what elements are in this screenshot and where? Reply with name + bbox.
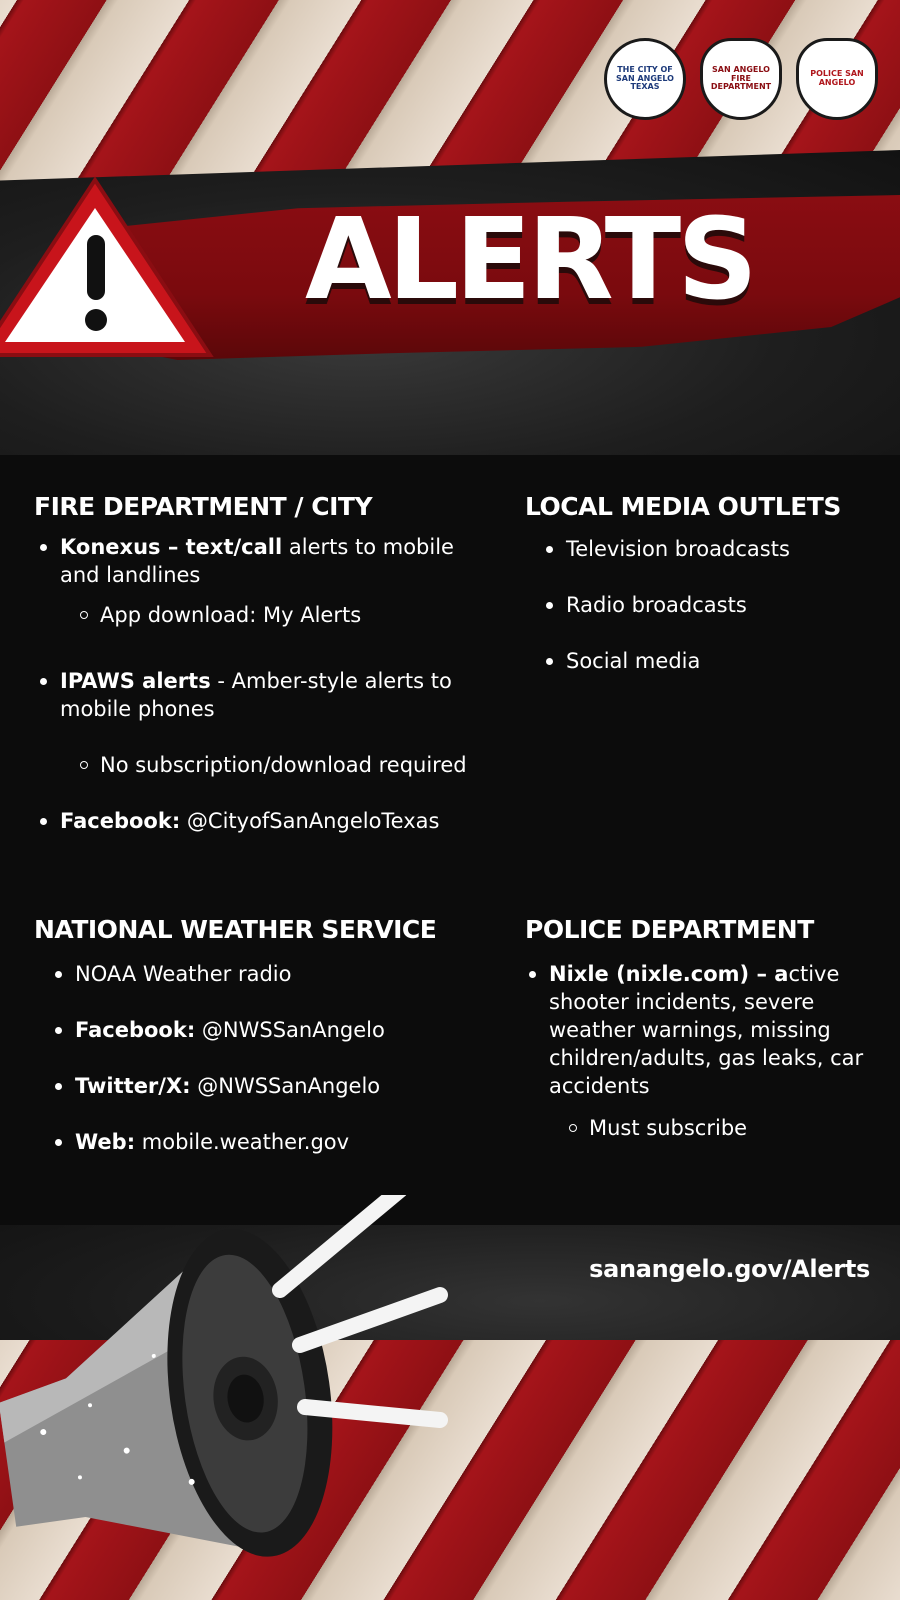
- ipaws-description: - Amber-style alerts to mobile phones: [60, 669, 452, 721]
- nws-facebook-value: @NWSSanAngelo: [195, 1018, 385, 1042]
- nws-twitter-label: Twitter/X:: [75, 1074, 191, 1098]
- list-item: [549, 960, 875, 1100]
- local-media-section: [525, 492, 875, 675]
- list-item: [566, 535, 875, 563]
- local-media-heading: LOCAL MEDIA OUTLETS: [525, 492, 841, 521]
- app-download-text: App download: My Alerts: [100, 603, 362, 627]
- nixle-description: ctive shooter incidents, severe weather warnings, missing children/adults, gas leaks, car accidents: [549, 962, 864, 1098]
- nws-web-value: mobile.weather.gov: [135, 1130, 350, 1154]
- must-subscribe-text: Must subscribe: [589, 1116, 748, 1140]
- police-department-heading: POLICE DEPARTMENT: [525, 915, 814, 944]
- page-title: ALERTS: [305, 195, 754, 325]
- weather-service-heading: NATIONAL WEATHER SERVICE: [34, 915, 437, 944]
- city-seal-logo: [604, 38, 686, 120]
- nws-web-label: Web:: [75, 1130, 136, 1154]
- weather-service-list: [34, 960, 494, 1156]
- list-item: [75, 1016, 494, 1044]
- konexus-label: Konexus – text/call: [60, 535, 283, 559]
- list-item: [60, 807, 494, 835]
- konexus-description: alerts to mobile and landlines: [60, 535, 454, 587]
- logo-row: [604, 38, 878, 120]
- police-department-logo: [796, 38, 878, 120]
- fire-badge-text: SAN ANGELO FIRE DEPARTMENT: [710, 64, 772, 92]
- police-department-list: [525, 960, 875, 1142]
- list-item: [566, 647, 875, 675]
- nws-facebook-label: Facebook:: [75, 1018, 196, 1042]
- footer-url-link[interactable]: sanangelo.gov/Alerts: [589, 1255, 870, 1283]
- megaphone-icon: [0, 1195, 470, 1600]
- nws-twitter-value: @NWSSanAngelo: [190, 1074, 381, 1098]
- list-item: [566, 591, 875, 619]
- social-media-text: Social media: [566, 649, 701, 673]
- list-item: [100, 751, 494, 779]
- no-subscription-text: No subscription/download required: [100, 753, 467, 777]
- warning-triangle-icon: [0, 170, 215, 365]
- noaa-radio-text: NOAA Weather radio: [75, 962, 292, 986]
- fire-department-section: [34, 492, 494, 835]
- fire-department-logo: [700, 38, 782, 120]
- city-seal-text: THE CITY OF SAN ANGELO TEXAS: [616, 64, 674, 92]
- fire-department-heading: FIRE DEPARTMENT / CITY: [34, 492, 373, 521]
- weather-service-section: [34, 915, 494, 1156]
- police-department-section: [525, 915, 875, 1142]
- city-facebook-value: @CityofSanAngeloTexas: [180, 809, 440, 833]
- list-item: [589, 1114, 875, 1142]
- list-item: [75, 960, 494, 988]
- radio-text: Radio broadcasts: [566, 593, 747, 617]
- city-facebook-label: Facebook:: [60, 809, 181, 833]
- list-item: [75, 1128, 494, 1156]
- fire-department-list: [34, 533, 494, 835]
- television-text: Television broadcasts: [566, 537, 790, 561]
- nixle-label: Nixle (nixle.com) – a: [549, 962, 789, 986]
- list-item: [60, 667, 494, 723]
- list-item: [60, 533, 494, 589]
- list-item: [75, 1072, 494, 1100]
- local-media-list: [525, 535, 875, 675]
- list-item: [100, 601, 494, 629]
- police-badge-text: POLICE SAN ANGELO: [810, 69, 864, 87]
- ipaws-label: IPAWS alerts: [60, 669, 211, 693]
